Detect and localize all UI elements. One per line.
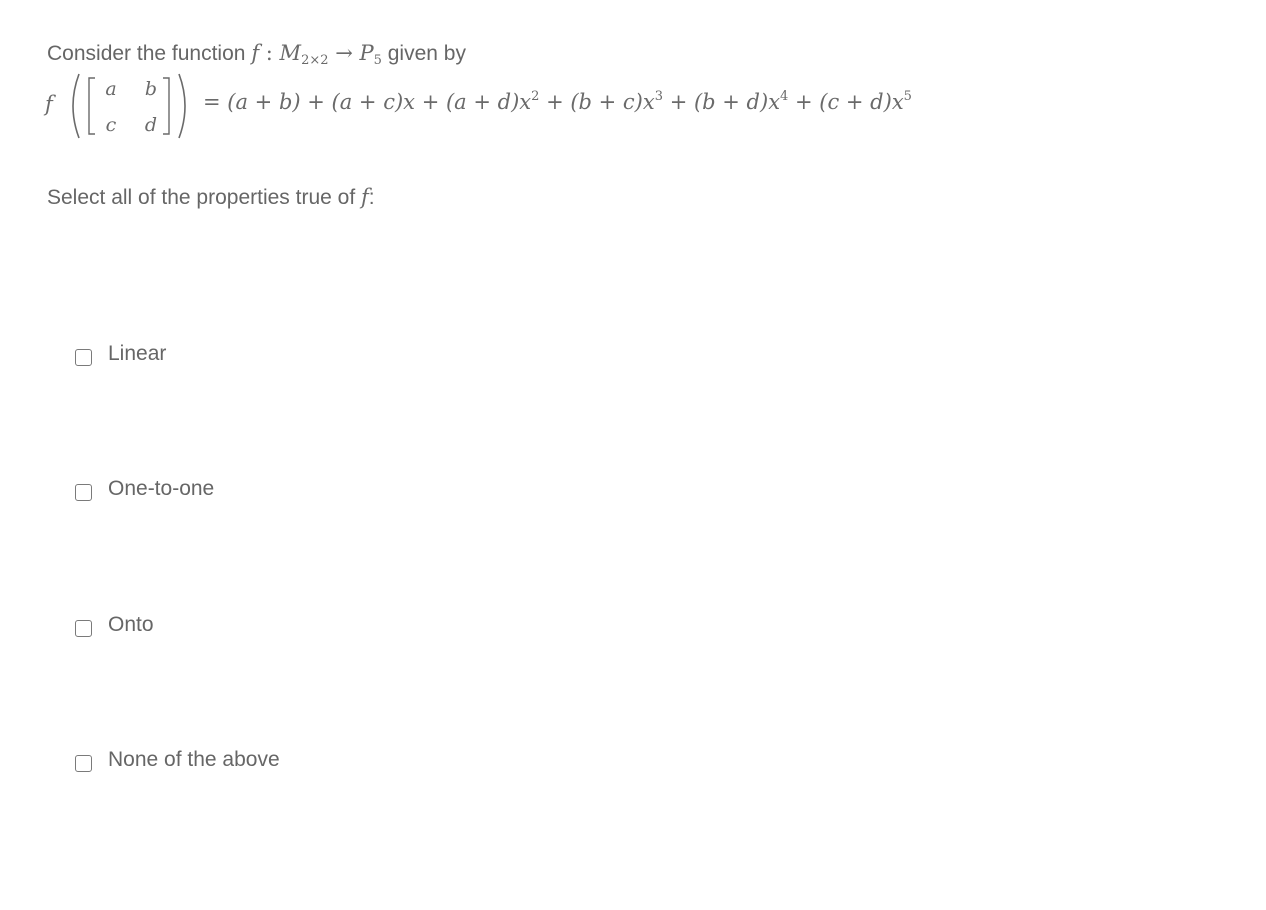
polynomial-term: [570, 90, 663, 114]
polynomial-term: [227, 90, 300, 114]
option-onto[interactable]: [75, 613, 154, 637]
polynomial-term: [819, 90, 912, 114]
polynomial-term: [694, 90, 788, 114]
intro-tail: given by: [387, 42, 466, 65]
term-coefficient: (b + d): [693, 90, 769, 114]
plus-sign: +: [300, 90, 332, 114]
plus-sign: +: [663, 90, 694, 114]
term-power: 4: [780, 89, 789, 104]
matrix-argument: [67, 68, 203, 144]
question-intro: [47, 41, 466, 68]
intro-domain-sub: 2×2: [301, 53, 329, 68]
formula-rhs: [203, 89, 912, 114]
option-label: Linear: [108, 342, 167, 365]
option-none-of-the-above[interactable]: [75, 748, 280, 772]
term-coefficient: (a + b): [227, 90, 301, 114]
intro-fn-symbol: f: [251, 41, 260, 65]
right-paren: [179, 74, 185, 138]
intro-colon: :: [265, 41, 273, 65]
term-coefficient: (c + d): [819, 90, 892, 114]
term-variable: x: [891, 90, 904, 114]
term-power: 5: [903, 89, 912, 104]
left-paren: [73, 74, 79, 138]
equals-sign: =: [203, 90, 221, 114]
intro-domain: M: [279, 41, 302, 65]
polynomial-term: [446, 90, 539, 114]
checkbox-one-to-one[interactable]: [75, 484, 92, 501]
matrix-entry-a: a: [105, 78, 117, 100]
option-linear[interactable]: [75, 342, 166, 366]
prompt-colon: :: [368, 186, 375, 209]
option-label: One-to-one: [108, 477, 215, 500]
term-variable: x: [403, 90, 416, 114]
matrix-entry-b: b: [144, 78, 158, 100]
left-bracket: [89, 78, 95, 134]
intro-codomain: P: [359, 41, 374, 65]
term-power: 2: [531, 89, 540, 104]
term-variable: x: [519, 90, 532, 114]
intro-text: Consider the function: [47, 42, 246, 65]
term-power: 3: [654, 89, 664, 104]
checkbox-none-of-the-above[interactable]: [75, 755, 92, 772]
polynomial-term: [332, 90, 415, 114]
term-variable: x: [642, 90, 655, 114]
formula-fn-symbol: f: [45, 92, 53, 116]
intro-codomain-sub: 5: [373, 53, 382, 68]
term-coefficient: (a + d): [445, 90, 520, 114]
matrix-entry-d: d: [144, 114, 158, 136]
term-coefficient: (b + c): [570, 90, 643, 114]
plus-sign: +: [539, 90, 571, 114]
plus-sign: +: [415, 90, 446, 114]
option-one-to-one[interactable]: [75, 477, 214, 501]
prompt-fn-symbol: f: [361, 185, 369, 209]
right-bracket: [163, 78, 169, 134]
matrix-entry-c: c: [105, 114, 117, 136]
plus-sign: +: [788, 90, 820, 114]
term-coefficient: (a + c): [331, 90, 404, 114]
checkbox-linear[interactable]: [75, 349, 92, 366]
prompt-text: Select all of the properties true of: [47, 186, 356, 209]
rhs-terms: [227, 90, 912, 114]
option-label: Onto: [108, 613, 154, 636]
checkbox-onto[interactable]: [75, 620, 92, 637]
question-prompt: [47, 185, 375, 210]
term-variable: x: [768, 90, 781, 114]
intro-math: [251, 41, 382, 68]
intro-arrow: →: [335, 41, 353, 65]
option-label: None of the above: [108, 748, 280, 771]
